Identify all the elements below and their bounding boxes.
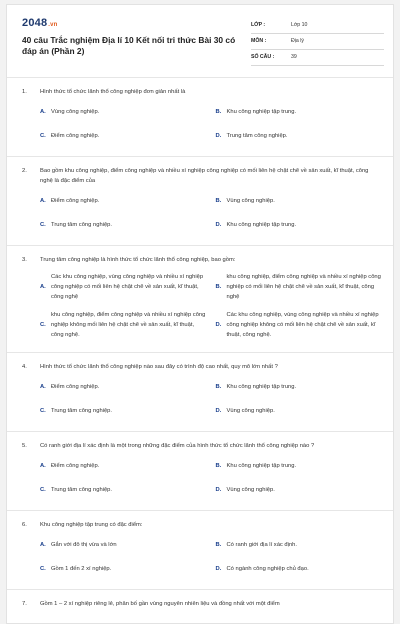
option-text: Trung tâm công nghiệp. (51, 487, 113, 493)
option-text: Các khu công nghiệp, vùng công nghiệp và nhiều xí nghiệp công nghiệp có mối liên hệ chặt chẽ về sản xuất, kĩ thuật, công nghệ (51, 274, 204, 300)
question-4 (7, 352, 394, 431)
question-number: 7. (22, 601, 27, 607)
option-b[interactable] (216, 189, 384, 213)
option-letter: A. (40, 384, 46, 390)
meta-label: MÔN : (251, 38, 267, 44)
option-d[interactable] (216, 478, 384, 502)
site-logo[interactable] (22, 17, 58, 29)
question-3 (7, 245, 394, 352)
option-text: Gồm 1 đến 2 xí nghiệp. (51, 566, 112, 572)
option-letter: A. (40, 542, 46, 548)
document-page (6, 4, 394, 624)
option-letter: B. (215, 284, 222, 290)
option-c[interactable] (40, 557, 208, 581)
option-text: Trung tâm công nghiệp. (51, 222, 113, 228)
question-text: Hình thức tổ chức lãnh thổ công nghiệp đơn giản nhất là (40, 89, 186, 95)
option-d[interactable] (216, 213, 384, 237)
question-text: Hình thức tổ chức lãnh thổ công nghiệp nào sau đây có trình độ cao nhất, quy mô lớn nhất ? (40, 364, 278, 370)
meta-label: LỚP : (251, 22, 266, 28)
option-letter: C. (40, 408, 46, 414)
question-5 (7, 431, 394, 510)
option-text: Điểm công nghiệp. (51, 384, 100, 390)
document-header (7, 5, 393, 67)
option-c[interactable] (40, 213, 208, 237)
option-text: Vùng công nghiệp. (226, 198, 275, 204)
option-d[interactable] (216, 557, 384, 581)
option-d[interactable] (216, 124, 384, 148)
option-a[interactable] (40, 533, 208, 557)
question-1 (7, 77, 394, 156)
option-letter: B. (215, 463, 222, 469)
meta-row-subject (251, 34, 384, 50)
option-letter: B. (215, 198, 222, 204)
option-c[interactable] (40, 306, 208, 344)
option-letter: B. (215, 384, 222, 390)
meta-row-grade (251, 18, 384, 34)
option-a[interactable] (40, 375, 208, 399)
question-text: Trung tâm công nghiệp là hình thức tổ chức lãnh thổ công nghiệp, bao gồm: (40, 257, 236, 263)
question-number: 1. (22, 89, 27, 95)
question-list (7, 77, 394, 617)
option-letter: A. (40, 109, 46, 115)
option-b[interactable] (216, 454, 384, 478)
option-letter: D. (215, 322, 222, 328)
option-text: Khu công nghiệp tập trung. (226, 109, 297, 115)
option-letter: D. (215, 222, 222, 228)
option-text: Gắn với đô thị vừa và lớn (51, 542, 117, 548)
option-letter: C. (40, 566, 46, 572)
question-number: 2. (22, 168, 27, 174)
option-text: Trung tâm công nghiệp. (51, 408, 113, 414)
option-text: Trung tâm công nghiệp. (226, 133, 288, 139)
option-b[interactable] (216, 533, 384, 557)
meta-value: 39 (291, 54, 297, 60)
meta-box (251, 18, 384, 66)
question-2 (7, 156, 394, 245)
option-text: Điểm công nghiệp. (51, 133, 100, 139)
question-text: Bao gồm khu công nghiệp, điểm công nghiệp và nhiều xí nghiệp công nghiệp có mối liên hệ chặt chẽ về sản xuất, kĩ thuật, công nghệ là đặc điểm của (40, 168, 369, 184)
meta-value: Lớp 10 (291, 22, 308, 28)
option-text: Vùng công nghiệp. (226, 487, 275, 493)
option-letter: A. (40, 463, 46, 469)
option-letter: C. (40, 222, 46, 228)
logo-main: 2048 (22, 17, 48, 29)
option-letter: B. (215, 542, 222, 548)
question-text: Có ranh giới địa lí xác định là một trong những đặc điểm của hình thức tổ chức lãnh thổ công nghiệp nào ? (40, 443, 315, 449)
option-c[interactable] (40, 399, 208, 423)
option-text: Điểm công nghiệp. (51, 198, 100, 204)
question-6 (7, 510, 394, 589)
question-number: 6. (22, 522, 27, 528)
question-text: Gồm 1 – 2 xí nghiệp riêng lẻ, phân bố gần vùng nguyên nhiên liệu và đồng nhất với một điểm (40, 601, 280, 607)
option-letter: C. (40, 322, 46, 328)
option-letter: D. (215, 408, 222, 414)
option-letter: D. (215, 487, 222, 493)
option-a[interactable] (40, 268, 208, 306)
option-d[interactable] (216, 306, 384, 344)
option-letter: D. (215, 566, 222, 572)
option-b[interactable] (216, 100, 384, 124)
question-number: 5. (22, 443, 27, 449)
option-letter: C. (40, 487, 46, 493)
option-letter: C. (40, 133, 46, 139)
option-text: Vùng công nghiệp. (51, 109, 100, 115)
option-a[interactable] (40, 100, 208, 124)
question-7 (7, 589, 394, 617)
logo-suffix: .vn (48, 22, 58, 28)
option-text: Các khu công nghiệp, vùng công nghiệp và nhiều xí nghiệp công nghiệp không có mối liên hệ chặt chẽ về sản xuất, kĩ thuật, công nghệ. (226, 312, 379, 338)
option-c[interactable] (40, 124, 208, 148)
option-text: Khu công nghiệp tập trung. (226, 222, 297, 228)
option-text: Vùng công nghiệp. (226, 408, 275, 414)
option-text: khu công nghiệp, điểm công nghiệp và nhiều xí nghiệp công nghiệp có mối liên hệ chặt chẽ về sản xuất, kĩ thuật, công nghệ (226, 274, 381, 300)
option-text: Có ngành công nghiệp chủ đạo. (226, 566, 309, 572)
question-text: Khu công nghiệp tập trung có đặc điểm: (40, 522, 143, 528)
meta-row-count (251, 50, 384, 66)
option-letter: A. (40, 284, 46, 290)
option-text: Điểm công nghiệp. (51, 463, 100, 469)
option-d[interactable] (216, 399, 384, 423)
option-text: khu công nghiệp, điểm công nghiệp và nhiều xí nghiệp công nghiệp không mối liên hệ chặt chẽ về sản xuất, kĩ thuật, công nghệ. (51, 312, 206, 338)
question-number: 3. (22, 257, 27, 263)
question-number: 4. (22, 364, 27, 370)
option-a[interactable] (40, 454, 208, 478)
option-text: Có ranh giới địa lí xác định. (226, 542, 298, 548)
option-letter: D. (215, 133, 222, 139)
meta-value: Địa lý (291, 38, 304, 44)
option-b[interactable] (216, 375, 384, 399)
option-a[interactable] (40, 189, 208, 213)
option-c[interactable] (40, 478, 208, 502)
option-b[interactable] (216, 268, 384, 306)
option-letter: A. (40, 198, 46, 204)
option-letter: B. (215, 109, 222, 115)
option-text: Khu công nghiệp tập trung. (226, 384, 297, 390)
meta-label: SỐ CÂU : (251, 54, 275, 60)
option-text: Khu công nghiệp tập trung. (226, 463, 297, 469)
document-title: 40 câu Trắc nghiệm Địa lí 10 Kết nối tri thức Bài 30 có đáp án (Phần 2) (22, 35, 236, 56)
